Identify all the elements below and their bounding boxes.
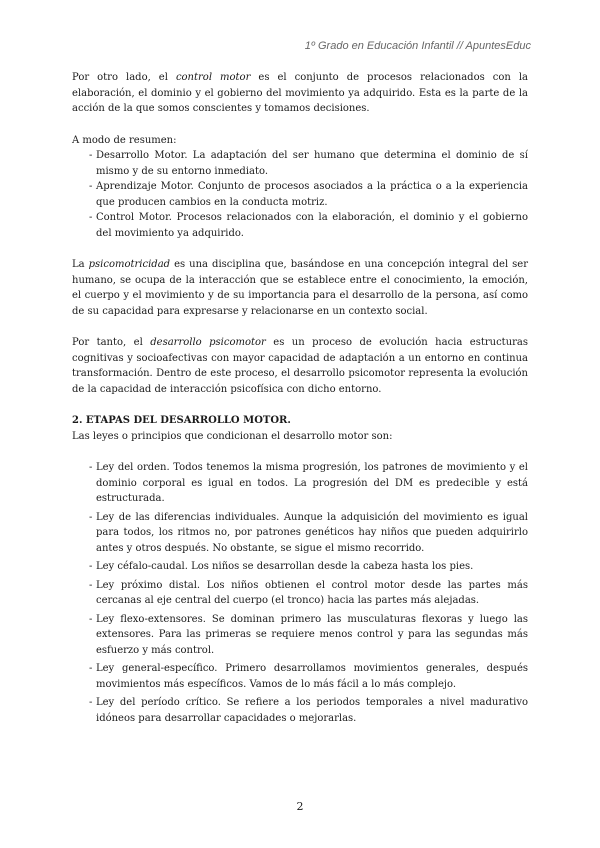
term-desarrollo-psicomotor: desarrollo psicomotor	[150, 337, 266, 348]
laws-list	[72, 460, 528, 726]
paragraph-lead: Por otro lado, el	[72, 72, 176, 83]
page-body	[72, 70, 528, 742]
list-item: - Ley próximo distal. Los niños obtienen el control motor desde las partes más cercanas al eje central del cuerpo (el tronco) hacia las partes más alejadas.	[72, 578, 528, 609]
list-item: - Aprendizaje Motor. Conjunto de procesos asociados a la práctica o a la experiencia que producen cambios en la conducta motriz.	[72, 179, 528, 210]
paragraph-lead: Por tanto, el	[72, 337, 151, 348]
list-item: - Control Motor. Procesos relacionados con la elaboración, el dominio y el gobierno del movimiento ya adquirido.	[72, 210, 528, 241]
page-number: 2	[296, 800, 304, 813]
running-header: 1º Grado en Educación Infantil // ApuntesEduc	[304, 40, 531, 52]
paragraph-control-motor	[72, 70, 528, 117]
list-item: - Ley del período crítico. Se refiere a los periodos temporales a nivel madurativo idóneos para desarrollar capacidades o mejorarlas.	[72, 695, 528, 726]
list-item: - Ley flexo-extensores. Se dominan primero las musculaturas flexoras y luego las extensores. Para las primeras se requiere menos control y para las segundas más esfuerzo y más control.	[72, 612, 528, 659]
section-intro: Las leyes o principios que condicionan el desarrollo motor son:	[72, 430, 393, 442]
summary-title: A modo de resumen:	[72, 134, 177, 146]
section-heading: 2. ETAPAS DEL DESARROLLO MOTOR.	[72, 415, 291, 426]
term-psicomotricidad: psicomotricidad	[88, 259, 171, 270]
paragraph-rest: es un proceso de evolución hacia estructuras cognitivas y socioafectivas con mayor capacidad de adaptación a un entorno en continua transformación. Dentro de este proceso, el desarrollo psicomotor representa la evolución de la capacidad de interacción psicofísica con dicho entorno.	[72, 337, 529, 395]
list-item: - Ley de las diferencias individuales. Aunque la adquisición del movimiento es igual para todos, los ritmos no, por patrones genéticos hay niños que pueden adquirirlo antes y otros después. No obstante, se sigue el mismo recorrido.	[72, 510, 528, 557]
paragraph-rest: es el conjunto de procesos relacionados con la elaboración, el dominio y el gobierno del movimiento ya adquirido. Esta es la parte de la acción de la que somos conscientes y tomamos decisiones.	[72, 72, 528, 114]
paragraph-psicomotricidad	[72, 257, 528, 319]
paragraph-desarrollo-psicomotor	[72, 335, 528, 397]
list-item: - Ley céfalo-caudal. Los niños se desarrollan desde la cabeza hasta los pies.	[72, 559, 528, 575]
term-control-motor: control motor	[175, 72, 251, 83]
list-item: - Ley general-específico. Primero desarrollamos movimientos generales, después movimientos más específicos. Vamos de lo más fácil a lo más complejo.	[72, 661, 528, 692]
list-item: - Desarrollo Motor. La adaptación del ser humano que determina el dominio de sí mismo y de su entorno inmediato.	[72, 148, 528, 179]
list-item: - Ley del orden. Todos tenemos la misma progresión, los patrones de movimiento y el dominio corporal es igual en todos. La progresión del DM es predecible y está estructurada.	[72, 460, 528, 507]
summary-list	[72, 148, 528, 241]
paragraph-lead: La	[72, 259, 89, 270]
paragraph-rest: es una disciplina que, basándose en una concepción integral del ser humano, se ocupa de la interacción que se establece entre el conocimiento, la emoción, el cuerpo y el movimiento y de su importancia para el desarrollo de la persona, así como de su capacidad para expresarse y relacionarse en un contexto social.	[72, 259, 529, 317]
